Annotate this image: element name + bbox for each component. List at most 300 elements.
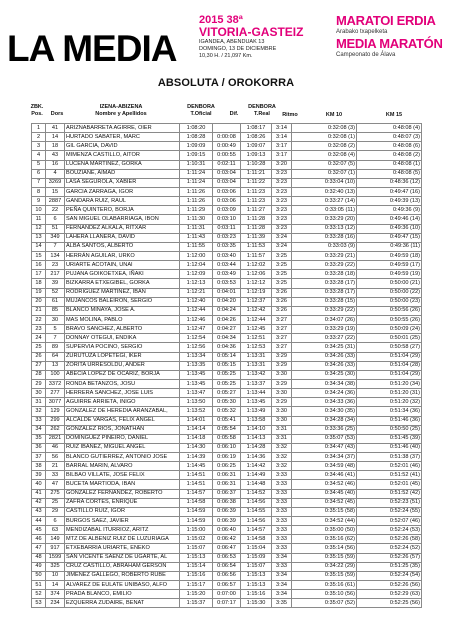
cell-runner-name: LUCENA MARTINEZ, GORKA	[65, 160, 180, 169]
cell-km15: 0:50:55 (26)	[357, 315, 422, 324]
cell-bib: 1599	[46, 553, 65, 562]
table-row	[32, 151, 422, 160]
cell-pace: 3:25	[272, 279, 292, 288]
table-row	[32, 407, 422, 416]
cell-pace: 3:26	[272, 306, 292, 315]
cell-runner-name: HERRÁN AGUILAR, URKO	[65, 251, 180, 260]
cell-km10: 0:34:45 (40)	[292, 489, 357, 498]
cell-pace: 3:27	[272, 315, 292, 324]
cell-difference: 0:02:11	[213, 160, 241, 169]
cell-km10: 0:34:26 (33)	[292, 361, 357, 370]
cell-km15: 0:49:47 (16)	[357, 187, 422, 196]
cell-official-time: 1:14:01	[180, 416, 213, 425]
cell-km15: 0:50:56 (26)	[357, 306, 422, 315]
cell-position: 30	[32, 389, 46, 398]
cell-km15: 0:49:39 (13)	[357, 197, 422, 206]
cell-official-time: 1:12:21	[180, 288, 213, 297]
cell-km10: 0:33:03 (9)	[292, 242, 357, 251]
cell-pace: 3:33	[272, 507, 292, 516]
cell-km10: 0:33:29 (20)	[292, 215, 357, 224]
cell-bib: 46	[46, 443, 65, 452]
cell-bib: 41	[46, 124, 65, 133]
table-row	[32, 443, 422, 452]
event-info	[199, 14, 329, 60]
cell-position: 47	[32, 544, 46, 553]
cell-km10: 0:33:28 (18)	[292, 270, 357, 279]
cell-difference: 0:06:39	[213, 517, 241, 526]
cell-km10: 0:35:15 (58)	[292, 507, 357, 516]
cell-position: 35	[32, 434, 46, 443]
table-row	[32, 352, 422, 361]
cell-km10: 0:32:40 (13)	[292, 187, 357, 196]
cell-km15: 0:48:07 (3)	[357, 133, 422, 142]
cell-pace: 3:23	[272, 187, 292, 196]
cell-km10: 0:32:08 (1)	[292, 133, 357, 142]
cell-runner-name: FERNANDEZ ALKALA, RITXAR	[65, 224, 180, 233]
cell-position: 37	[32, 453, 46, 462]
cell-position: 1	[32, 124, 46, 133]
cell-km10: 0:34:28 (34)	[292, 416, 357, 425]
table-row	[32, 215, 422, 224]
cell-difference: 0:05:54	[213, 425, 241, 434]
cell-position: 17	[32, 270, 46, 279]
header-treal-line1: DENBORA	[248, 104, 276, 110]
cell-runner-name: GONZALEZ FERNANDEZ, ROBERTO	[65, 489, 180, 498]
cell-position: 26	[32, 352, 46, 361]
cell-km10: 0:33:27 (22)	[292, 334, 357, 343]
cell-difference: 0:03:35	[213, 242, 241, 251]
table-row	[32, 288, 422, 297]
cell-official-time: 1:08:20	[180, 124, 213, 133]
cell-bib: 325	[46, 562, 65, 571]
cell-bib: 129	[46, 407, 65, 416]
cell-official-time: 1:12:46	[180, 315, 213, 324]
cell-pace: 3:33	[272, 562, 292, 571]
cell-official-time: 1:13:45	[180, 370, 213, 379]
cell-km15: 0:51:04 (29)	[357, 370, 422, 379]
cell-bib: 22	[46, 206, 65, 215]
cell-difference: 0:04:20	[213, 297, 241, 306]
cell-km15: 0:48:08 (5)	[357, 169, 422, 178]
cell-position: 36	[32, 443, 46, 452]
cell-pace: 3:29	[272, 352, 292, 361]
cell-bib: 4	[46, 169, 65, 178]
cell-difference: 0:06:53	[213, 553, 241, 562]
cell-difference: 0:04:27	[213, 325, 241, 334]
cell-runner-name: RONDA BETANZOS, JOSU	[65, 379, 180, 388]
cell-km15: 0:51:20 (31)	[357, 389, 422, 398]
header-km10: KM 10	[325, 112, 343, 118]
cell-km15: 0:51:20 (32)	[357, 398, 422, 407]
cell-official-time: 1:09:09	[180, 142, 213, 151]
cell-real-time: 1:11:28	[241, 224, 272, 233]
cell-runner-name: ZAFRA CORTES, ENRIQUE	[65, 498, 180, 507]
cell-km10: 0:34:25 (31)	[292, 343, 357, 352]
cell-km15: 0:49:59 (17)	[357, 261, 422, 270]
cell-position: 24	[32, 334, 46, 343]
cell-km10: 0:33:27 (14)	[292, 197, 357, 206]
cell-pace: 3:14	[272, 133, 292, 142]
table-row	[32, 315, 422, 324]
cell-runner-name: BLANCO GUTIERREZ, ANTONIO JOSE	[65, 453, 180, 462]
table-row	[32, 553, 422, 562]
cell-km10: 0:34:24 (36)	[292, 389, 357, 398]
cell-runner-name: RODRIGUEZ MARTINEZ, IBAN	[65, 288, 180, 297]
cell-official-time: 1:11:43	[180, 233, 213, 242]
cell-official-time: 1:12:09	[180, 270, 213, 279]
cell-bib: 25	[46, 498, 65, 507]
cell-real-time: 1:12:53	[241, 343, 272, 352]
cell-bib: 15	[46, 187, 65, 196]
cell-km15: 0:49:46 (14)	[357, 215, 422, 224]
cell-pace: 3:30	[272, 416, 292, 425]
cell-runner-name: BILBAO VILLATE, JOSE FELIX	[65, 471, 180, 480]
cell-official-time: 1:12:56	[180, 343, 213, 352]
cell-position: 52	[32, 590, 46, 599]
cell-real-time: 1:11:57	[241, 251, 272, 260]
cell-real-time: 1:11:23	[241, 187, 272, 196]
cell-pace: 3:33	[272, 498, 292, 507]
cell-difference: 0:06:47	[213, 544, 241, 553]
cell-position: 3	[32, 142, 46, 151]
cell-bib: 3372	[46, 379, 65, 388]
cell-difference: 0:06:56	[213, 571, 241, 580]
cell-runner-name: RUIZ IBAÑEZ, MIGUEL ANGEL	[65, 443, 180, 452]
category-title: ABSOLUTA / OROKORRA	[157, 77, 295, 89]
table-row	[32, 133, 422, 142]
cell-difference: 0:03:04	[213, 178, 241, 187]
cell-runner-name: BLANCO MINAYA, JOSE A.	[65, 306, 180, 315]
cell-bib: 262	[46, 425, 65, 434]
cell-official-time: 1:14:57	[180, 489, 213, 498]
cell-bib: 16	[46, 160, 65, 169]
cell-difference: 0:04:26	[213, 315, 241, 324]
header-pos	[28, 104, 46, 117]
brand-sub-eu: Arabako txapelketa	[336, 29, 388, 35]
cell-difference: 0:05:25	[213, 379, 241, 388]
cell-runner-name: HERRERA SANCHEZ, JOSE LUIS	[65, 389, 180, 398]
cell-pace: 3:24	[272, 242, 292, 251]
cell-difference: 0:05:58	[213, 434, 241, 443]
cell-pace: 3:26	[272, 288, 292, 297]
cell-position: 23	[32, 325, 46, 334]
cell-real-time: 1:12:37	[241, 297, 272, 306]
race-brand	[336, 14, 448, 59]
table-row	[32, 544, 422, 553]
cell-km10: 0:32:08 (4)	[292, 151, 357, 160]
header-ritmo: Ritmo	[282, 112, 298, 118]
cell-real-time: 1:13:44	[241, 389, 272, 398]
cell-km10: 0:33:28 (17)	[292, 279, 357, 288]
cell-official-time: 1:14:14	[180, 425, 213, 434]
cell-difference: 0:03:53	[213, 279, 241, 288]
cell-km10: 0:34:26 (33)	[292, 352, 357, 361]
cell-km10: 0:35:15 (59)	[292, 553, 357, 562]
cell-real-time: 1:15:13	[241, 571, 272, 580]
cell-pace: 3:29	[272, 361, 292, 370]
cell-position: 18	[32, 279, 46, 288]
cell-km10: 0:35:14 (56)	[292, 544, 357, 553]
header-name-line2: Nombre y Apellidos	[95, 110, 147, 117]
cell-bib: 374	[46, 590, 65, 599]
cell-runner-name: ABECIA LÓPEZ DE OCÁRIZ, BORJA	[65, 370, 180, 379]
cell-runner-name: ALBA SANTOS, ALBERTO	[65, 242, 180, 251]
cell-difference: 0:06:31	[213, 480, 241, 489]
cell-difference: 0:00:49	[213, 142, 241, 151]
cell-real-time: 1:14:55	[241, 507, 272, 516]
cell-official-time: 1:14:30	[180, 443, 213, 452]
cell-real-time: 1:14:13	[241, 434, 272, 443]
cell-position: 49	[32, 562, 46, 571]
cell-bib: 43	[46, 151, 65, 160]
cell-difference: 0:06:57	[213, 581, 241, 590]
header-km15: KM 15	[385, 112, 403, 118]
cell-bib: 33	[46, 471, 65, 480]
cell-pace: 3:32	[272, 453, 292, 462]
cell-pace: 3:14	[272, 124, 292, 133]
cell-real-time: 1:13:31	[241, 352, 272, 361]
cell-pace: 3:25	[272, 270, 292, 279]
header-pos-line1: ZBK.	[30, 104, 44, 110]
cell-pace: 3:23	[272, 206, 292, 215]
cell-km10: 0:33:28 (15)	[292, 297, 357, 306]
cell-runner-name: BRAVO SANCHEZ, ALBERTO	[65, 325, 180, 334]
cell-difference: 0:03:06	[213, 187, 241, 196]
cell-difference: 0:05:30	[213, 398, 241, 407]
cell-official-time: 1:13:52	[180, 407, 213, 416]
cell-runner-name: URIARTE ACOTAIN, UNAI	[65, 261, 180, 270]
cell-km15: 0:50:01 (25)	[357, 334, 422, 343]
table-row	[32, 261, 422, 270]
cell-difference: 0:03:44	[213, 261, 241, 270]
cell-official-time: 1:11:55	[180, 242, 213, 251]
cell-real-time: 1:12:19	[241, 288, 272, 297]
table-row	[32, 325, 422, 334]
results-body	[32, 124, 422, 608]
cell-pace: 3:33	[272, 489, 292, 498]
cell-difference: 0:04:34	[213, 334, 241, 343]
table-row	[32, 489, 422, 498]
cell-bib: 21	[46, 462, 65, 471]
table-row	[32, 224, 422, 233]
cell-km15: 0:50:58 (27)	[357, 343, 422, 352]
cell-pace: 3:33	[272, 480, 292, 489]
cell-bib: 61	[46, 297, 65, 306]
cell-km15: 0:49:59 (18)	[357, 251, 422, 260]
cell-difference: 0:03:06	[213, 197, 241, 206]
cell-official-time: 1:09:15	[180, 151, 213, 160]
cell-bib: 89	[46, 343, 65, 352]
cell-difference: 0:05:41	[213, 416, 241, 425]
cell-official-time: 1:11:24	[180, 169, 213, 178]
table-row	[32, 169, 422, 178]
cell-position: 50	[32, 571, 46, 580]
cell-km15: 0:48:08 (2)	[357, 151, 422, 160]
cell-official-time: 1:12:47	[180, 325, 213, 334]
cell-official-time: 1:15:17	[180, 581, 213, 590]
cell-pace: 3:23	[272, 215, 292, 224]
cell-km15: 0:52:25 (56)	[357, 599, 422, 608]
table-row	[32, 206, 422, 215]
cell-real-time: 1:14:56	[241, 517, 272, 526]
cell-bib: 3077	[46, 398, 65, 407]
cell-pace: 3:27	[272, 325, 292, 334]
cell-bib: 5	[46, 325, 65, 334]
cell-km15: 0:51:45 (39)	[357, 434, 422, 443]
cell-official-time: 1:14:18	[180, 434, 213, 443]
cell-runner-name: CASTILLO RUIZ, IGOR	[65, 507, 180, 516]
cell-difference: 0:06:54	[213, 562, 241, 571]
cell-position: 45	[32, 526, 46, 535]
cell-difference: 0:04:01	[213, 288, 241, 297]
cell-official-time: 1:15:00	[180, 526, 213, 535]
cell-real-time: 1:14:52	[241, 489, 272, 498]
cell-real-time: 1:08:26	[241, 133, 272, 142]
table-row	[32, 571, 422, 580]
cell-position: 43	[32, 507, 46, 516]
cell-position: 46	[32, 535, 46, 544]
cell-bib: 18	[46, 142, 65, 151]
cell-position: 48	[32, 553, 46, 562]
table-row	[32, 197, 422, 206]
cell-bib: 149	[46, 535, 65, 544]
cell-difference: 0:03:49	[213, 270, 241, 279]
cell-km15: 0:51:20 (34)	[357, 379, 422, 388]
cell-runner-name: PUJANA GOIKOETXEA, IÑAKI	[65, 270, 180, 279]
cell-km15: 0:50:00 (21)	[357, 279, 422, 288]
cell-official-time: 1:14:51	[180, 480, 213, 489]
table-row	[32, 297, 422, 306]
cell-position: 44	[32, 517, 46, 526]
cell-real-time: 1:12:45	[241, 325, 272, 334]
cell-runner-name: DONNAY OTEGUI, ENDIKA	[65, 334, 180, 343]
table-row	[32, 334, 422, 343]
cell-km10: 0:32:07 (5)	[292, 160, 357, 169]
cell-real-time: 1:15:13	[241, 581, 272, 590]
event-year: 2015 38ª	[199, 14, 243, 26]
cell-km10: 0:33:36 (25)	[292, 425, 357, 434]
cell-runner-name: BARRAL MARIN, ALVARO	[65, 462, 180, 471]
cell-runner-name: ETXEBARRIA URIARTE, ENEKO	[65, 544, 180, 553]
cell-runner-name: SAN MIGUEL OLABARRIAGA, IBON	[65, 215, 180, 224]
cell-km15: 0:51:52 (42)	[357, 489, 422, 498]
cell-position: 9	[32, 197, 46, 206]
table-row	[32, 599, 422, 608]
cell-official-time: 1:14:51	[180, 471, 213, 480]
cell-km10: 0:34:30 (35)	[292, 407, 357, 416]
table-row	[32, 279, 422, 288]
cell-bib: 100	[46, 370, 65, 379]
cell-pace: 3:34	[272, 571, 292, 580]
cell-difference: 0:03:11	[213, 224, 241, 233]
cell-km10: 0:33:05 (11)	[292, 206, 357, 215]
cell-pace: 3:32	[272, 462, 292, 471]
table-row	[32, 124, 422, 133]
cell-km15: 0:51:34 (36)	[357, 407, 422, 416]
cell-official-time: 1:14:39	[180, 453, 213, 462]
cell-official-time: 1:14:58	[180, 498, 213, 507]
cell-km15: 0:48:08 (6)	[357, 142, 422, 151]
cell-pace: 3:23	[272, 178, 292, 187]
cell-pace: 3:33	[272, 517, 292, 526]
cell-real-time: 1:13:31	[241, 361, 272, 370]
cell-runner-name: GANDARA RUIZ, RAUL	[65, 197, 180, 206]
cell-official-time: 1:12:04	[180, 261, 213, 270]
cell-km15: 0:51:04 (29)	[357, 352, 422, 361]
cell-real-time: 1:14:56	[241, 498, 272, 507]
cell-bib: 217	[46, 270, 65, 279]
cell-runner-name: HURTADO SABATER, MARC	[65, 133, 180, 142]
cell-difference: 0:07:17	[213, 599, 241, 608]
cell-runner-name: JIMENEZ GALLEGO, ROBERTO RUBE	[65, 571, 180, 580]
table-row	[32, 251, 422, 260]
cell-pace: 3:30	[272, 389, 292, 398]
cell-difference: 0:00:55	[213, 151, 241, 160]
table-row	[32, 370, 422, 379]
cell-position: 34	[32, 425, 46, 434]
cell-difference: 0:06:25	[213, 462, 241, 471]
cell-real-time: 1:15:30	[241, 599, 272, 608]
cell-difference: 0:04:36	[213, 343, 241, 352]
cell-real-time: 1:08:17	[241, 124, 272, 133]
cell-km15: 0:51:52 (41)	[357, 471, 422, 480]
cell-difference: 0:03:23	[213, 233, 241, 242]
cell-difference: 0:06:19	[213, 453, 241, 462]
cell-real-time: 1:12:44	[241, 315, 272, 324]
cell-bib: 56	[46, 453, 65, 462]
header-toficial-line1: DENBORA	[187, 104, 215, 110]
cell-official-time: 1:10:31	[180, 160, 213, 169]
cell-km10: 0:33:04 (10)	[292, 178, 357, 187]
cell-km10: 0:35:15 (59)	[292, 571, 357, 580]
cell-runner-name: ZORITA URRESOLDU, ANDER	[65, 361, 180, 370]
cell-position: 27	[32, 361, 46, 370]
cell-official-time: 1:14:59	[180, 507, 213, 516]
table-row	[32, 507, 422, 516]
table-row	[32, 581, 422, 590]
cell-runner-name: BOUZIANE, AIMAD	[65, 169, 180, 178]
cell-pace: 3:23	[272, 224, 292, 233]
cell-bib: 23	[46, 261, 65, 270]
cell-km10: 0:33:28 (17)	[292, 288, 357, 297]
cell-km15: 0:52:24 (52)	[357, 544, 422, 553]
cell-pace: 3:34	[272, 590, 292, 599]
header-name-line1: IZENA-ABIZENA	[99, 104, 143, 110]
table-row	[32, 379, 422, 388]
cell-km15: 0:52:26 (57)	[357, 553, 422, 562]
cell-position: 51	[32, 581, 46, 590]
cell-real-time: 1:14:58	[241, 535, 272, 544]
cell-pace: 3:23	[272, 197, 292, 206]
brand-sub-es: Campeonato de Álava	[336, 52, 396, 58]
cell-real-time: 1:12:51	[241, 334, 272, 343]
cell-real-time: 1:13:37	[241, 379, 272, 388]
table-row	[32, 480, 422, 489]
header-dif: Dif.	[229, 111, 239, 117]
cell-bib: 63	[46, 526, 65, 535]
cell-km15: 0:48:08 (4)	[357, 124, 422, 133]
cell-real-time: 1:15:16	[241, 590, 272, 599]
event-date-eu: IGANDEA, ABENDUAK 13	[199, 39, 265, 45]
cell-km10: 0:32:08 (2)	[292, 142, 357, 151]
cell-position: 33	[32, 416, 46, 425]
cell-official-time: 1:15:20	[180, 590, 213, 599]
cell-official-time: 1:13:47	[180, 389, 213, 398]
table-row	[32, 517, 422, 526]
cell-km10: 0:35:00 (50)	[292, 526, 357, 535]
table-row	[32, 306, 422, 315]
table-row	[32, 160, 422, 169]
